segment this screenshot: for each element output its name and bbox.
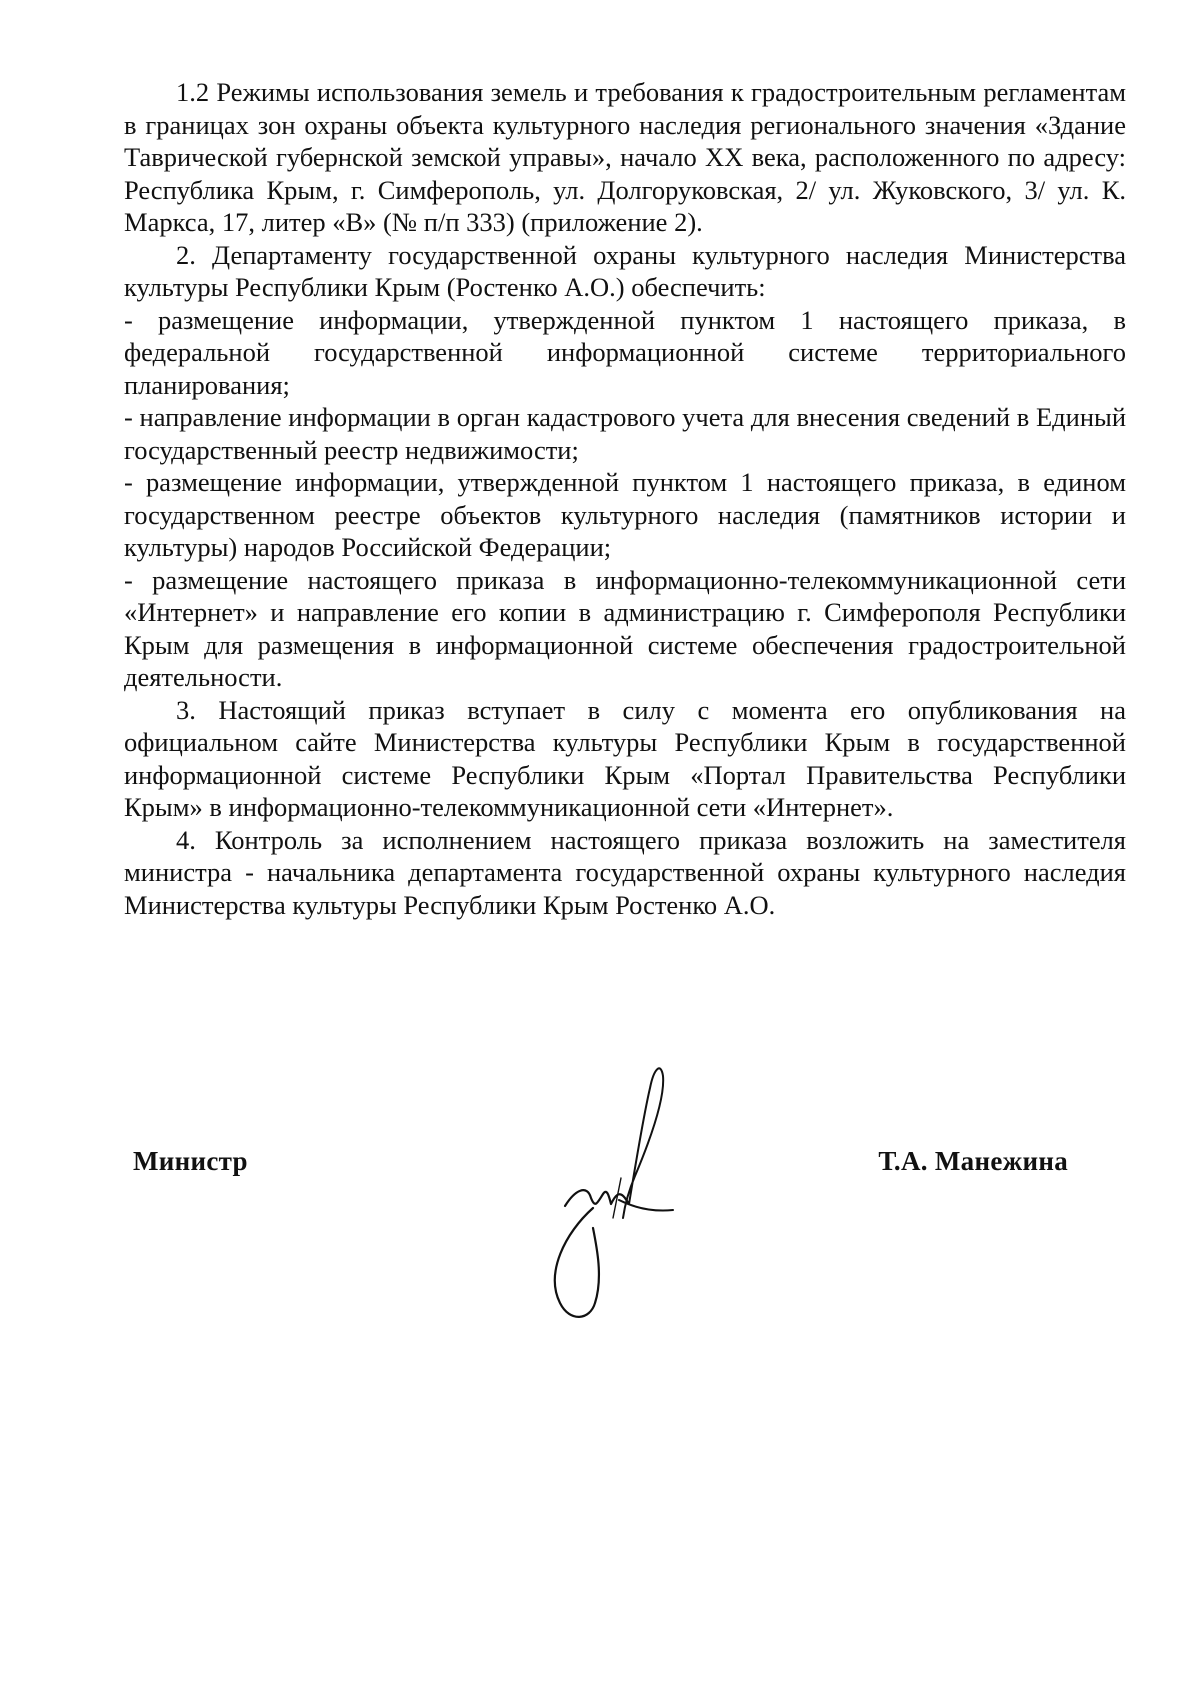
- signature-block: [0, 1138, 1200, 1318]
- list-item: - размещение настоящего приказа в информационно-телекоммуникационной сети «Интернет» и направление его копии в администрацию г. Симферополя Республики Крым для размещения в информационной системе обеспечения градостроительной деятельности.: [124, 564, 1126, 692]
- paragraph-4: 4. Контроль за исполнением настоящего приказа возложить на заместителя министра - начальника департамента государственной охраны культурного наследия Министерства культуры Республики Крым Ростенко А.О.: [124, 824, 1126, 920]
- paragraph-1-2: 1.2 Режимы использования земель и требования к градостроительным регламентам в границах зон охраны объекта культурного наследия регионального значения «Здание Таврической губернской земской управы», начало XX века, расположенного по адресу: Республика Крым, г. Симферополь, ул. Долгоруковская, 2/ ул. Жуковского, 3/ ул. К. Маркса, 17, литер «В» (№ п/п 333) (приложение 2).: [124, 77, 1126, 237]
- list-item: - размещение информации, утвержденной пунктом 1 настоящего приказа, в едином государственном реестре объектов культурного наследия (памятников истории и культуры) народов Российской Федерации;: [124, 467, 1126, 562]
- list-item: - направление информации в орган кадастрового учета для внесения сведений в Единый государственный реестр недвижимости;: [124, 402, 1126, 465]
- handwritten-signature: [535, 1058, 735, 1328]
- signatory-name: Т.А. Манежина: [878, 1146, 1068, 1176]
- list-item: - размещение информации, утвержденной пунктом 1 настоящего приказа, в федеральной государственной информационной системе территориального планирования;: [124, 304, 1126, 400]
- signatory-title: Министр: [133, 1146, 248, 1176]
- document-body: [124, 76, 1126, 921]
- paragraph-2: 2. Департаменту государственной охраны культурного наследия Министерства культуры Республики Крым (Ростенко А.О.) обеспечить:: [124, 239, 1126, 302]
- paragraph-3: 3. Настоящий приказ вступает в силу с момента его опубликования на официальном сайте Министерства культуры Республики Крым в государственной информационной системе Республики Крым «Портал Правительства Республики Крым» в информационно-телекоммуникационной сети «Интернет».: [124, 694, 1126, 822]
